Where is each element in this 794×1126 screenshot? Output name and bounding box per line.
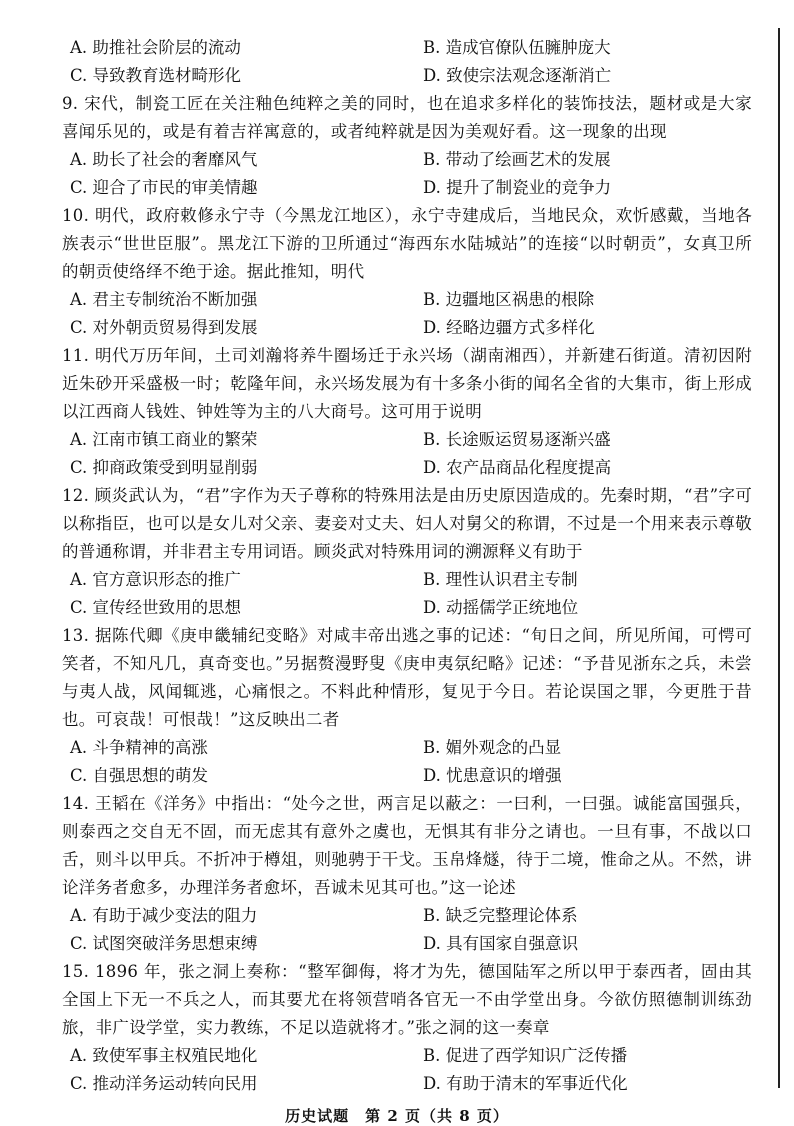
option-D: D. 提升了制瓷业的竞争力: [423, 178, 612, 197]
option-B: B. 缺乏完整理论体系: [423, 906, 578, 925]
option-A: A. 助长了社会的奢靡风气: [70, 150, 258, 169]
option-B: B. 媚外观念的凸显: [423, 738, 562, 757]
option-B: B. 造成官僚队伍臃肿庞大: [423, 38, 611, 57]
page-footer: 历史试题 第 2 页（共 8 页）: [285, 1107, 509, 1125]
option-C: C. 导致教育选材畸形化: [70, 66, 242, 85]
option-A: A. 斗争精神的高涨: [70, 738, 208, 757]
option-B: B. 促进了西学知识广泛传播: [423, 1046, 628, 1065]
binding-line: [778, 28, 780, 1088]
question-15: [62, 958, 752, 1098]
option-C: C. 抑商政策受到明显削弱: [70, 458, 258, 477]
option-C: C. 自强思想的萌发: [70, 766, 209, 785]
option-C: C. 试图突破洋务思想束缚: [70, 934, 258, 953]
option-A: A. 官方意识形态的推广: [70, 570, 241, 589]
option-C: C. 推动洋务运动转向民用: [70, 1074, 258, 1093]
option-A: A. 有助于减少变法的阻力: [70, 906, 258, 925]
question-8-options: [62, 34, 752, 90]
option-B: B. 长途贩运贸易逐渐兴盛: [423, 430, 611, 449]
question-14: [62, 790, 752, 958]
question-13: [62, 622, 752, 790]
question-stem: 15. 1896 年，张之洞上奏称：“整军御侮，将才为先，德国陆军之所以甲于泰西者，固由其全国上下无一不兵之人，而其要尤在将领营哨各官无一不由学堂出身。今欲仿照德制训练劲旅，非广设学堂，实力教练，不足以造就将才。”张之洞的这一奏章: [62, 962, 752, 1037]
question-stem: 14. 王韬在《洋务》中指出：“处今之世，两言足以蔽之：一曰利，一曰强。诚能富国强兵，则泰西之交自无不固，而无虑其有意外之虞也，无惧其有非分之请也。一旦有事，不战以口舌，则斗以甲兵。不折冲于樽俎，则驰骋于干戈。玉帛烽燧，待于二境，惟命之从。不然，讲论洋务者愈多，办理洋务者愈坏，吾诚未见其可也。”这一论述: [62, 794, 752, 897]
question-list: [62, 34, 752, 1098]
question-stem: 9. 宋代，制瓷工匠在关注釉色纯粹之美的同时，也在追求多样化的装饰技法，题材或是大家喜闻乐见的，或是有着吉祥寓意的，或者纯粹就是因为美观好看。这一现象的出现: [62, 94, 752, 141]
option-D: D. 具有国家自强意识: [423, 934, 579, 953]
option-B: B. 理性认识君主专制: [423, 570, 578, 589]
option-D: D. 忧患意识的增强: [423, 766, 562, 785]
option-D: D. 经略边疆方式多样化: [423, 318, 595, 337]
option-C: C. 对外朝贡贸易得到发展: [70, 318, 258, 337]
option-A: A. 致使军事主权殖民地化: [70, 1046, 258, 1065]
question-10: [62, 202, 752, 342]
option-D: D. 农产品商品化程度提高: [423, 458, 612, 477]
option-D: D. 致使宗法观念逐渐消亡: [423, 66, 612, 85]
option-C: C. 宣传经世致用的思想: [70, 598, 242, 617]
option-A: A. 君主专制统治不断加强: [70, 290, 258, 309]
option-D: D. 有助于清末的军事近代化: [423, 1074, 628, 1093]
question-9: [62, 90, 752, 202]
question-11: [62, 342, 752, 482]
option-A: A. 助推社会阶层的流动: [70, 38, 241, 57]
question-stem: 12. 顾炎武认为，“君”字作为天子尊称的特殊用法是由历史原因造成的。先秦时期，“君”字可以称指臣，也可以是女儿对父亲、妻妾对丈夫、妇人对舅父的称谓，不过是一个用来表示尊敬的普通称谓，并非君主专用词语。顾炎武对特殊用词的溯源释义有助于: [62, 486, 752, 561]
question-stem: 10. 明代，政府敕修永宁寺（今黑龙江地区），永宁寺建成后，当地民众，欢忻感戴，当地各族表示“世世臣服”。黑龙江下游的卫所通过“海西东水陆城站”的连接“以时朝贡”，女真卫所的朝贡使络绎不绝于途。据此推知，明代: [62, 206, 752, 281]
question-stem: 11. 明代万历年间，土司刘瀚将养牛圈场迁于永兴场（湖南湘西），并新建石街道。清初因附近朱砂开采盛极一时；乾隆年间，永兴场发展为有十多条小街的闻名全省的大集市，街上形成以江西商人钱姓、钟姓等为主的八大商号。这可用于说明: [62, 346, 752, 421]
option-C: C. 迎合了市民的审美情趣: [70, 178, 258, 197]
option-B: B. 带动了绘画艺术的发展: [423, 150, 611, 169]
question-12: [62, 482, 752, 622]
option-D: D. 动摇儒学正统地位: [423, 598, 579, 617]
question-stem: 13. 据陈代卿《庚申畿辅纪变略》对咸丰帝出逃之事的记述：“旬日之间，所见所闻，可愕可笑者，不知凡几，真奇变也。”另据赘漫野叟《庚申夷氛纪略》记述：“予昔见浙东之兵，未尝与夷人战，风闻辄逃，心痛恨之。不料此种情形，复见于今日。若论误国之罪，今更胜于昔也。可哀哉！可恨哉！”这反映出二者: [62, 626, 752, 729]
option-B: B. 边疆地区祸患的根除: [423, 290, 595, 309]
option-A: A. 江南市镇工商业的繁荣: [70, 430, 258, 449]
